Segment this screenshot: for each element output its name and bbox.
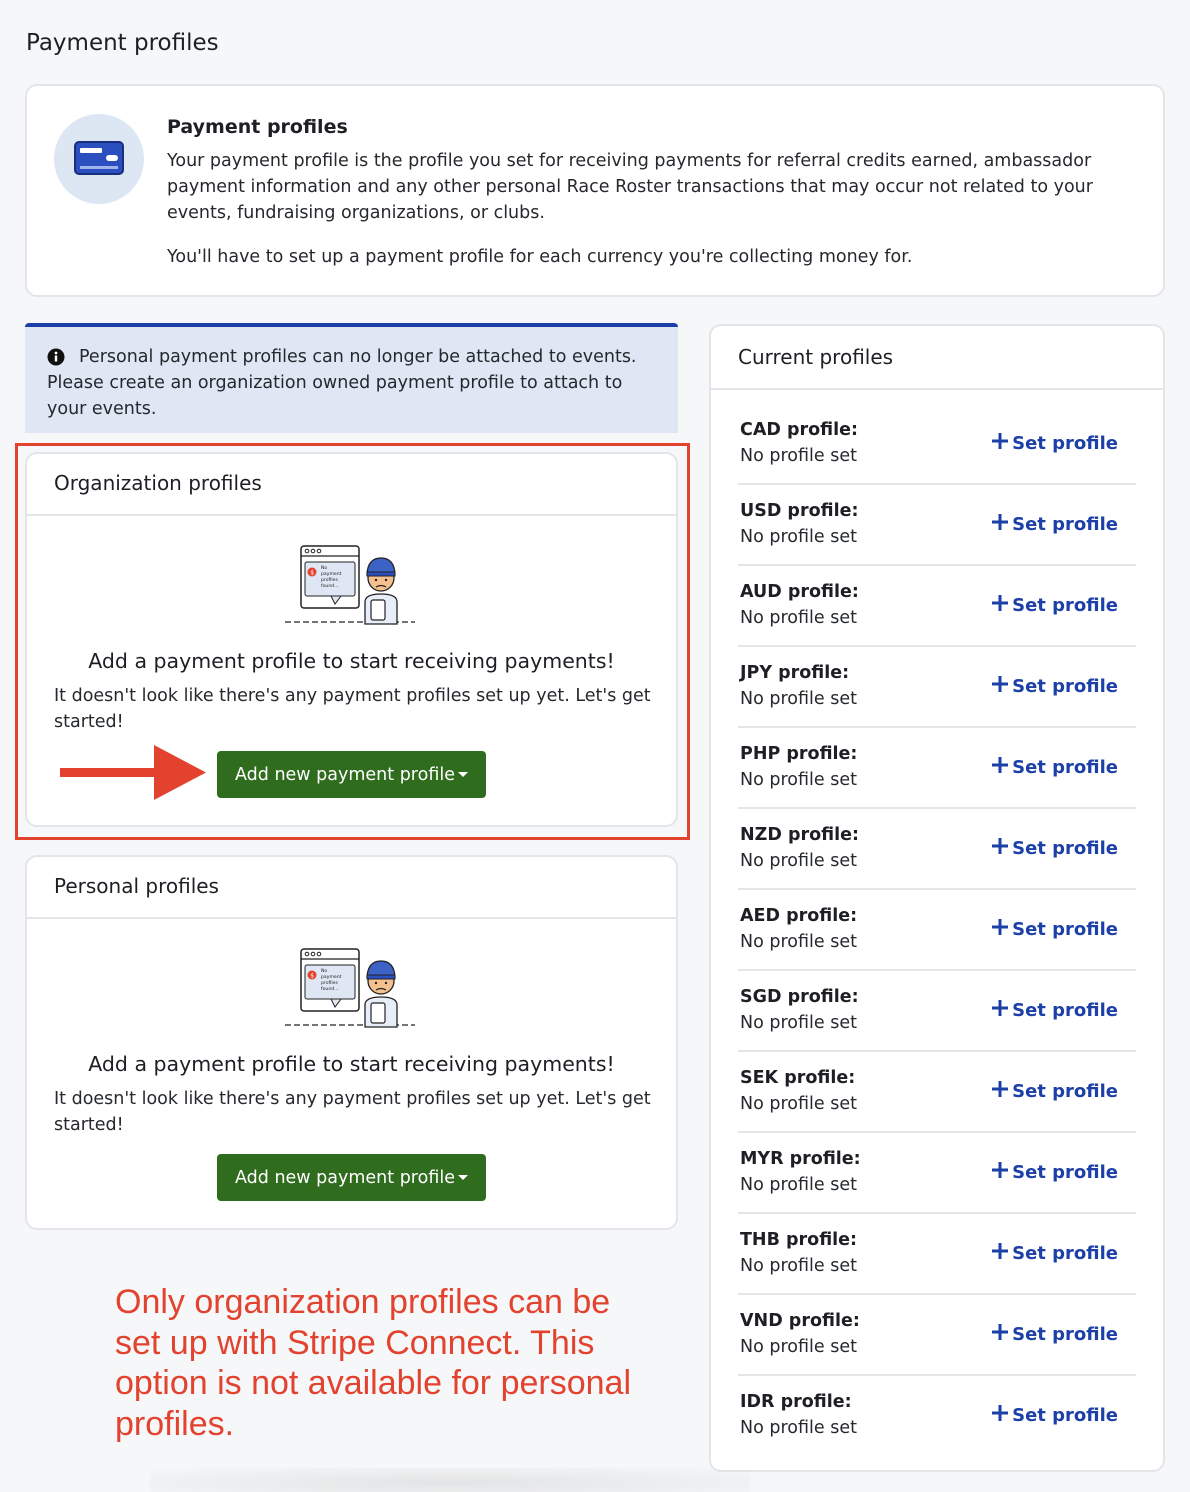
personal-profiles-card: [25, 855, 678, 1230]
plus-icon: [992, 838, 1008, 859]
profile-row-aud: [738, 566, 1136, 647]
profile-label: SGD profile:: [740, 987, 859, 1007]
illustration-text-1: No: [321, 566, 328, 571]
organization-empty-text: It doesn't look like there's any payment profiles set up yet. Let's get started!: [54, 686, 651, 732]
set-profile-label: Set profile: [1012, 676, 1118, 697]
set-profile-link-myr[interactable]: [992, 1162, 1118, 1183]
profile-value: No profile set: [740, 1337, 857, 1357]
set-profile-label: Set profile: [1012, 433, 1118, 454]
svg-text:$: $: [310, 972, 315, 980]
illustration-text-1: No: [321, 969, 328, 974]
profile-label: PHP profile:: [740, 744, 858, 764]
set-profile-label: Set profile: [1012, 1405, 1118, 1426]
profile-value: No profile set: [740, 1418, 857, 1438]
profile-value: No profile set: [740, 932, 857, 952]
profile-label: IDR profile:: [740, 1392, 852, 1412]
caret-down-icon: [458, 1175, 468, 1180]
set-profile-label: Set profile: [1012, 757, 1118, 778]
set-profile-link-usd[interactable]: [992, 514, 1118, 535]
profile-value: No profile set: [740, 608, 857, 628]
profile-value: No profile set: [740, 446, 857, 466]
profile-row-thb: [738, 1214, 1136, 1295]
set-profile-label: Set profile: [1012, 1243, 1118, 1264]
profile-row-sgd: [738, 971, 1136, 1052]
plus-icon: [992, 757, 1008, 778]
current-profiles-card: [709, 324, 1165, 1472]
profile-row-cad: [738, 404, 1136, 485]
set-profile-link-aud[interactable]: [992, 595, 1118, 616]
add-button-label: Add new payment profile: [235, 764, 455, 785]
set-profile-link-thb[interactable]: [992, 1243, 1118, 1264]
intro-icon-circle: [54, 114, 144, 204]
plus-icon: [992, 1243, 1008, 1264]
profile-row-myr: [738, 1133, 1136, 1214]
illustration-text-3: profiles: [321, 981, 338, 986]
profile-row-usd: [738, 485, 1136, 566]
divider: [711, 388, 1163, 390]
set-profile-link-vnd[interactable]: [992, 1324, 1118, 1345]
profile-value: No profile set: [740, 1175, 857, 1195]
plus-icon: [992, 1405, 1008, 1426]
set-profile-label: Set profile: [1012, 1324, 1118, 1345]
set-profile-link-idr[interactable]: [992, 1405, 1118, 1426]
no-profiles-illustration: [285, 542, 415, 630]
plus-icon: [992, 1324, 1008, 1345]
personal-empty-heading: Add a payment profile to start receiving payments!: [88, 1052, 615, 1076]
alert-text: Personal payment profiles can no longer be attached to events. Please create an organization owned payment profile to attach to your events.: [47, 347, 637, 419]
personal-profiles-title: Personal profiles: [54, 874, 219, 898]
current-profiles-title: Current profiles: [738, 345, 894, 369]
organization-profiles-title: Organization profiles: [54, 471, 262, 495]
set-profile-link-cad[interactable]: [992, 433, 1118, 454]
profile-row-php: [738, 728, 1136, 809]
profile-value: No profile set: [740, 851, 857, 871]
set-profile-link-jpy[interactable]: [992, 676, 1118, 697]
stripe-connect-annotation: Only organization profiles can be set up with Stripe Connect. This option is not available for personal profiles.: [115, 1283, 631, 1443]
set-profile-link-php[interactable]: [992, 757, 1118, 778]
set-profile-label: Set profile: [1012, 919, 1118, 940]
add-button-label: Add new payment profile: [235, 1167, 455, 1188]
profile-label: THB profile:: [740, 1230, 858, 1250]
profile-value: No profile set: [740, 689, 857, 709]
info-alert: [25, 323, 678, 433]
profile-label: AED profile:: [740, 906, 858, 926]
illustration-text-2: payment: [321, 572, 342, 577]
set-profile-label: Set profile: [1012, 1162, 1118, 1183]
profile-label: AUD profile:: [740, 582, 859, 602]
set-profile-label: Set profile: [1012, 1000, 1118, 1021]
profile-label: MYR profile:: [740, 1149, 861, 1169]
set-profile-label: Set profile: [1012, 514, 1118, 535]
red-arrow-icon: [58, 745, 208, 801]
plus-icon: [992, 1081, 1008, 1102]
profile-row-vnd: [738, 1295, 1136, 1376]
plus-icon: [992, 433, 1008, 454]
organization-empty-heading: Add a payment profile to start receiving payments!: [88, 649, 615, 673]
add-organization-payment-profile-button[interactable]: [217, 751, 486, 798]
intro-card: [25, 84, 1165, 297]
set-profile-link-sek[interactable]: [992, 1081, 1118, 1102]
set-profile-label: Set profile: [1012, 838, 1118, 859]
intro-title: Payment profiles: [167, 116, 348, 138]
illustration-text-4: found...: [321, 987, 339, 992]
illustration-text-3: profiles: [321, 578, 338, 583]
profile-label: USD profile:: [740, 501, 859, 521]
intro-currency-note: You'll have to set up a payment profile for each currency you're collecting money for.: [167, 247, 913, 267]
plus-icon: [992, 919, 1008, 940]
no-profiles-illustration: [285, 945, 415, 1033]
caret-down-icon: [458, 772, 468, 777]
page-title: Payment profiles: [26, 30, 219, 56]
profile-value: No profile set: [740, 1013, 857, 1033]
personal-empty-text: It doesn't look like there's any payment profiles set up yet. Let's get started!: [54, 1089, 651, 1135]
plus-icon: [992, 595, 1008, 616]
profile-label: SEK profile:: [740, 1068, 856, 1088]
profile-label: JPY profile:: [740, 663, 850, 683]
plus-icon: [992, 676, 1008, 697]
set-profile-link-sgd[interactable]: [992, 1000, 1118, 1021]
divider: [27, 917, 676, 919]
profile-value: No profile set: [740, 527, 857, 547]
profile-value: No profile set: [740, 1256, 857, 1276]
plus-icon: [992, 514, 1008, 535]
plus-icon: [992, 1000, 1008, 1021]
illustration-text-4: found...: [321, 584, 339, 589]
profile-row-jpy: [738, 647, 1136, 728]
credit-card-icon: [74, 141, 124, 175]
profile-label: CAD profile:: [740, 420, 859, 440]
plus-icon: [992, 1162, 1008, 1183]
profile-row-sek: [738, 1052, 1136, 1133]
profile-label: VND profile:: [740, 1311, 860, 1331]
profile-value: No profile set: [740, 1094, 857, 1114]
divider: [27, 514, 676, 516]
profile-row-nzd: [738, 809, 1136, 890]
intro-description: Your payment profile is the profile you set for receiving payments for referral credits earned, ambassador payment information and any other personal Race Roster transactions that may occur not related to your events, fundraising organizations, or clubs.: [167, 151, 1093, 223]
profile-label: NZD profile:: [740, 825, 859, 845]
set-profile-label: Set profile: [1012, 595, 1118, 616]
set-profile-label: Set profile: [1012, 1081, 1118, 1102]
illustration-text-2: payment: [321, 975, 342, 980]
profile-row-idr: [738, 1376, 1136, 1457]
set-profile-link-nzd[interactable]: [992, 838, 1118, 859]
add-personal-payment-profile-button[interactable]: [217, 1154, 486, 1201]
profile-value: No profile set: [740, 770, 857, 790]
set-profile-link-aed[interactable]: [992, 919, 1118, 940]
profile-row-aed: [738, 890, 1136, 971]
svg-text:$: $: [310, 569, 315, 577]
bottom-shadow: [150, 1468, 750, 1492]
